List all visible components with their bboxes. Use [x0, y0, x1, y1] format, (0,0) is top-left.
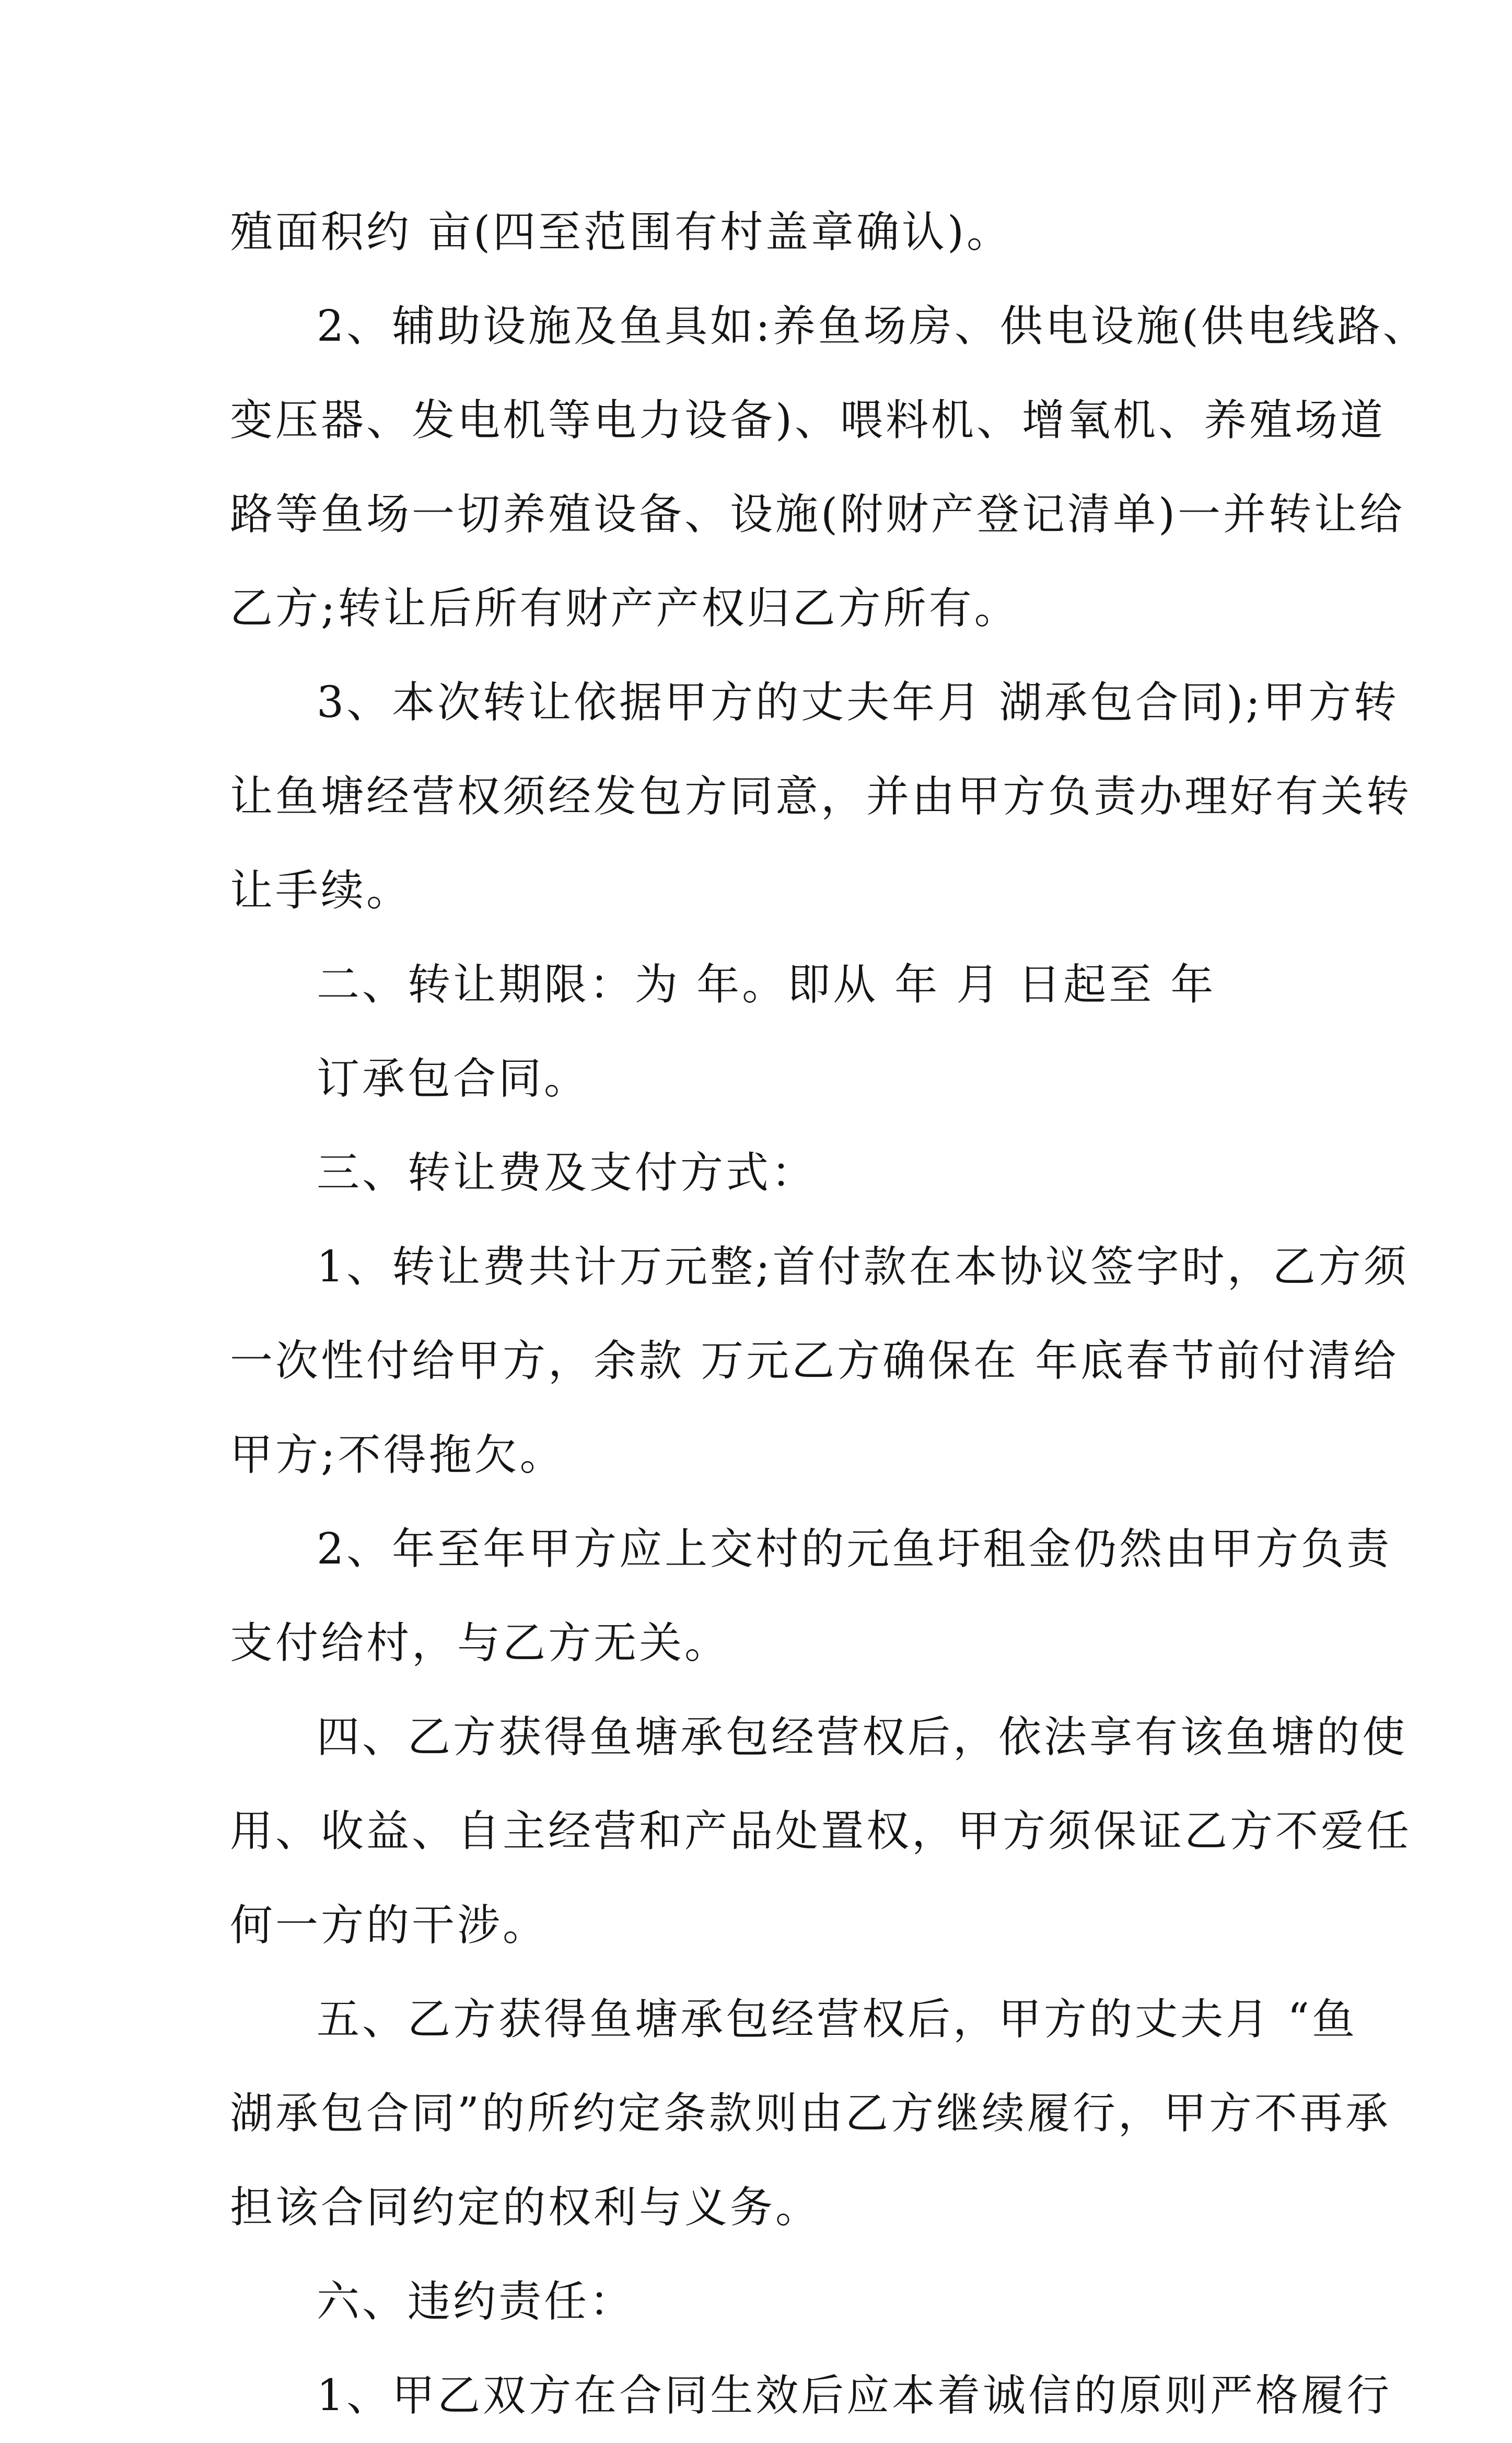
section-heading: 六、违约责任： [317, 2277, 635, 2326]
text-line: 1、甲乙双方在合同生效后应本着诚信的原则严格履行 [317, 2371, 1392, 2421]
text-line: 3、本次转让依据甲方的丈夫年月 湖承包合同);甲方转 [317, 678, 1399, 727]
text-line: 路等鱼场一切养殖设备、设施(附财产登记清单)一并转让给 [230, 490, 1405, 539]
text-line: 殖面积约 亩(四至范围有村盖章确认)。 [230, 207, 1013, 257]
text-line: 变压器、发电机等电力设备)、喂料机、增氧机、养殖场道 [230, 396, 1386, 445]
text-line: 让手续。 [230, 866, 412, 916]
text-line: 一次性付给甲方，余款 万元乙方确保在 年底春节前付清给 [230, 1336, 1399, 1386]
text-line: 用、收益、自主经营和产品处置权，甲方须保证乙方不爱任 [230, 1807, 1412, 1856]
text-line: 1、转让费共计万元整;首付款在本协议签字时，乙方须 [317, 1242, 1409, 1292]
text-line: 让鱼塘经营权须经发包方同意，并由甲方负责办理好有关转 [230, 772, 1412, 821]
text-line: 五、乙方获得鱼塘承包经营权后，甲方的丈夫月 “鱼 [317, 1995, 1357, 2044]
text-line: 甲方;不得拖欠。 [230, 1430, 565, 1480]
text-line: 湖承包合同”的所约定条款则由乙方继续履行，甲方不再承 [230, 2089, 1391, 2138]
text-line: 订承包合同。 [317, 1054, 590, 1104]
text-line: 支付给村，与乙方无关。 [230, 1618, 730, 1668]
text-line: 四、乙方获得鱼塘承包经营权后，依法享有该鱼塘的使 [317, 1712, 1408, 1762]
text-line: 2、年至年甲方应上交村的元鱼圩租金仍然由甲方负责 [317, 1524, 1392, 1574]
text-line: 乙方;转让后所有财产产权归乙方所有。 [230, 584, 1020, 633]
contract-body-text [230, 186, 1428, 2443]
text-line: 何一方的干涉。 [230, 1901, 549, 1950]
text-line: 2、辅助设施及鱼具如:养鱼场房、供电设施(供电线路、 [317, 302, 1428, 351]
text-line: 担该合同约定的权利与义务。 [230, 2183, 821, 2232]
text-line: 二、转让期限：为 年。即从 年 月 日起至 年 [317, 960, 1216, 1010]
section-heading: 三、转让费及支付方式： [317, 1148, 817, 1198]
